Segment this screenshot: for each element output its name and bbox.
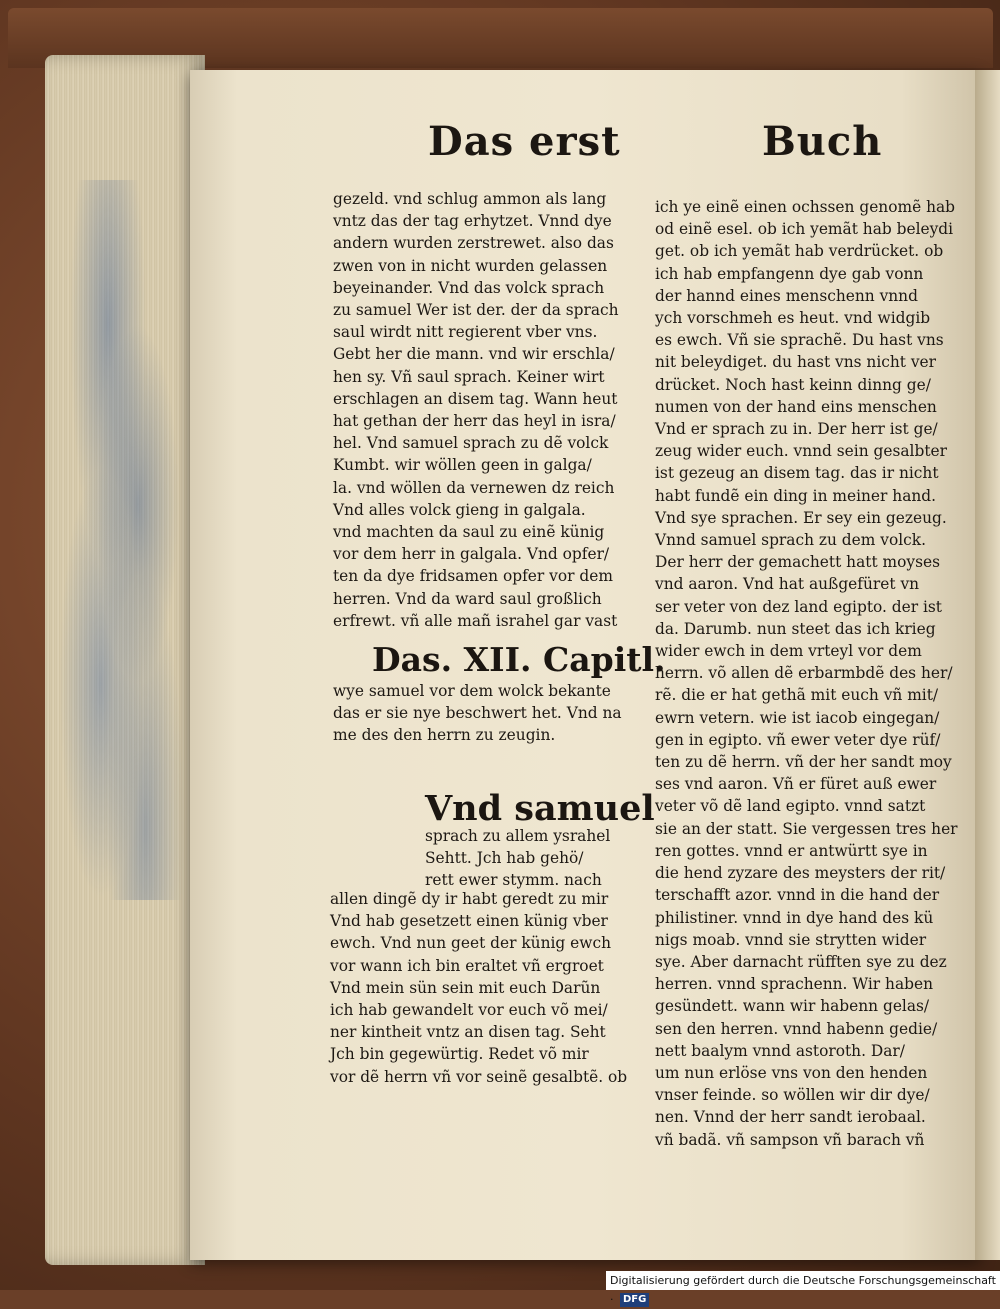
left-text-column (333, 188, 619, 632)
text-line: me des den herrn zu zeugin. (333, 726, 556, 745)
chapter-incipit: Vnd samuel (425, 788, 655, 829)
text-line: nigs moab. vnnd sie strytten wider (655, 930, 927, 949)
text-line: Jch bin gegewürtig. Redet võ mir (330, 1045, 589, 1064)
text-line: saul wirdt nitt regierent vber vns. (333, 323, 598, 342)
text-line: Vnd sye sprachen. Er sey ein gezeug. (655, 508, 947, 527)
chapter-summary (333, 680, 622, 747)
chapter-text-block (330, 888, 627, 1088)
text-line: ich hab empfangenn dye gab vonn (655, 264, 924, 283)
text-line: Der herr der gemachett hatt moyses (655, 553, 940, 572)
text-line: rẽ. die er hat gethã mit euch vñ mit/ (655, 686, 939, 705)
marbled-edge-decoration (48, 180, 198, 900)
text-line: sen den herren. vnnd habenn gedie/ (655, 1019, 938, 1038)
running-header-right: Buch (762, 118, 883, 165)
digitization-credit (606, 1271, 1000, 1306)
text-line: drücket. Noch hast keinn dinng ge/ (655, 375, 931, 394)
text-line: Gebt her die mann. vnd wir erschla/ (333, 345, 615, 364)
text-line: rett ewer stymm. nach (425, 871, 602, 890)
text-line: Vnd alles volck gieng in galgala. (333, 500, 586, 519)
text-line: vnd machten da saul zu einẽ künig (333, 523, 605, 542)
text-line: Vnnd samuel sprach zu dem volck. (655, 531, 926, 550)
text-line: veter võ dẽ land egipto. vnnd satzt (655, 797, 926, 816)
dfg-logo: DFG (620, 1293, 649, 1307)
text-line: zeug wider euch. vnnd sein gesalbter (655, 442, 947, 461)
text-line: ich hab gewandelt vor euch võ mei/ (330, 1001, 608, 1020)
text-line: ych vorschmeh es heut. vnd widgib (655, 309, 931, 328)
text-line: sprach zu allem ysrahel (425, 827, 611, 845)
text-line: beyeinander. Vnd das volck sprach (333, 278, 605, 297)
facing-page-text-fragment (980, 200, 1000, 850)
text-line: Sehtt. Jch hab gehö/ (425, 849, 584, 868)
text-line: wye samuel vor dem wolck bekante (333, 682, 611, 700)
text-line: gesündett. wann wir habenn gelas/ (655, 997, 930, 1016)
text-line: es ewch. Vñ sie sprachẽ. Du hast vns (655, 331, 944, 350)
text-line: nit beleydiget. du hast vns nicht ver (655, 353, 937, 372)
text-line: herrn. võ allen dẽ erbarmbdẽ des her/ (655, 664, 953, 683)
text-line: vor dem herr in galgala. Vnd opfer/ (333, 545, 610, 564)
text-line: zwen von in nicht wurden gelassen (333, 256, 608, 275)
text-line: das er sie nye beschwert het. Vnd na (333, 704, 622, 723)
text-line: od einẽ esel. ob ich yemãt hab beleydi (655, 220, 954, 239)
text-line: wider ewch in dem vrteyl vor dem (655, 642, 922, 661)
text-line: Vnd er sprach zu in. Der herr ist ge/ (655, 420, 938, 439)
text-line: der hannd eines menschenn vnnd (655, 286, 918, 305)
text-line: Vnd hab gesetzett einen künig vber (330, 912, 608, 931)
text-line: ren gottes. vnnd er antwürtt sye in (655, 841, 928, 860)
text-line: Kumbt. wir wöllen geen in galga/ (333, 456, 592, 475)
text-line: allen dingẽ dy ir habt geredt zu mir (330, 890, 609, 908)
text-line: vntz das der tag erhytzet. Vnnd dye (333, 212, 612, 231)
text-line: die hend zyzare des meysters der rit/ (655, 864, 946, 883)
text-line: gezeld. vnd schlug ammon als lang (333, 190, 607, 208)
text-line: vñ badã. vñ sampson vñ barach vñ (655, 1130, 925, 1149)
text-line: ten da dye fridsamen opfer vor dem (333, 567, 613, 586)
text-line: ner kintheit vntz an disen tag. Seht (330, 1023, 606, 1042)
text-line: vnser feinde. so wöllen wir dir dye/ (655, 1086, 930, 1105)
text-line: numen von der hand eins menschen (655, 397, 937, 416)
text-line: hel. Vnd samuel sprach zu dẽ volck (333, 434, 609, 453)
text-line: sye. Aber darnacht rüfften sye zu dez (655, 952, 947, 971)
text-line: vor wann ich bin eraltet vñ ergroet (330, 956, 604, 975)
running-header-left: Das erst (428, 118, 621, 165)
text-line: erfrewt. vñ alle mañ israhel gar vast (333, 611, 618, 630)
text-line: hat gethan der herr das heyl in isra/ (333, 412, 616, 431)
text-line: gen in egipto. vñ ewer veter dye rüf/ (655, 730, 941, 749)
incipit-continuation (425, 825, 610, 892)
text-line: la. vnd wöllen da vernewen dz reich (333, 478, 615, 497)
text-line: terschafft azor. vnnd in die hand der (655, 886, 940, 905)
right-text-column (655, 196, 958, 1151)
text-line: herren. vnnd sprachenn. Wir haben (655, 975, 934, 994)
text-line: ser veter von dez land egipto. der ist (655, 597, 942, 616)
text-line: philistiner. vnnd in dye hand des kü (655, 908, 934, 927)
credit-text: Digitalisierung gefördert durch die Deutsche Forschungsgemeinschaft · (610, 1274, 996, 1306)
text-line: da. Darumb. nun steet das ich krieg (655, 619, 936, 638)
text-line: erschlagen an disem tag. Wann heut (333, 389, 618, 408)
text-line: ewch. Vnd nun geet der künig ewch (330, 934, 611, 953)
text-line: Vnd mein sün sein mit euch Darũn (330, 978, 601, 997)
text-line: vnd aaron. Vnd hat außgefüret vn (655, 575, 920, 594)
text-line: get. ob ich yemãt hab verdrücket. ob (655, 242, 944, 261)
text-line: um nun erlöse vns von den henden (655, 1063, 928, 1082)
text-line: nett baalym vnnd astoroth. Dar/ (655, 1041, 905, 1060)
text-line: ist gezeug an disem tag. das ir nicht (655, 464, 939, 483)
text-line: zu samuel Wer ist der. der da sprach (333, 301, 619, 320)
text-line: andern wurden zerstrewet. also das (333, 234, 614, 253)
text-line: vor dẽ herrn vñ vor seinẽ gesalbtẽ. ob (330, 1067, 628, 1086)
chapter-heading: Das. XII. Capitl. (372, 640, 666, 679)
text-line: sie an der statt. Sie vergessen tres her (655, 819, 958, 838)
text-line: ses vnd aaron. Vñ er füret auß ewer (655, 775, 937, 794)
text-line: ewrn vetern. wie ist iacob eingegan/ (655, 708, 940, 727)
text-line: nen. Vnnd der herr sandt ierobaal. (655, 1108, 926, 1127)
text-line: hen sy. Vñ saul sprach. Keiner wirt (333, 367, 605, 386)
text-line: habt fundẽ ein ding in meiner hand. (655, 486, 937, 505)
text-line: herren. Vnd da ward saul großlich (333, 589, 602, 608)
text-line: ich ye einẽ einen ochssen genomẽ hab (655, 198, 956, 216)
text-line: ten zu dẽ herrn. vñ der her sandt moy (655, 753, 952, 772)
